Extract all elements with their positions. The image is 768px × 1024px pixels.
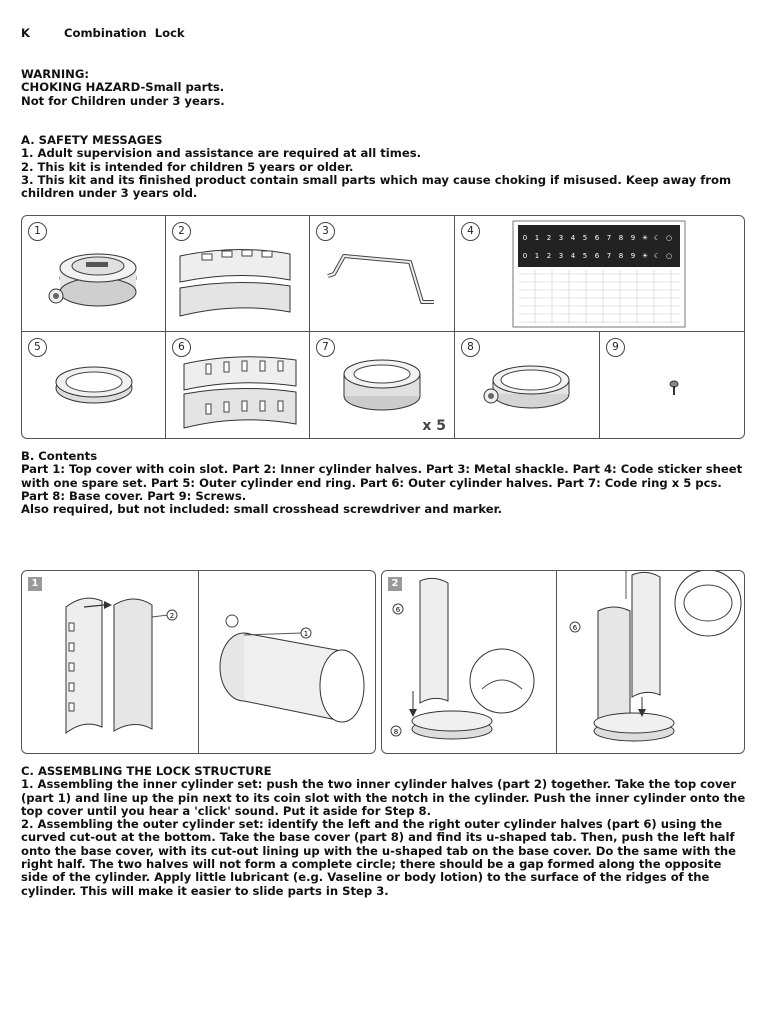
assembly-line: (part 1) and line up the pin next to its coin slot with the notch in the cylinder. Push the inner cylinder onto the [21, 790, 746, 805]
sticker-glyph: 6 [594, 234, 600, 242]
warning-block [21, 68, 751, 108]
base-cover-illustration [455, 332, 600, 438]
safety-line: 3. This kit and its finished product contain small parts which may cause choking if misused. Keep away from [21, 172, 732, 187]
sticker-glyph: ☾ [653, 234, 661, 242]
contents-line: Part 1: Top cover with coin slot. Part 2: Inner cylinder halves. Part 3: Metal shackle. Part 4: Code sticker sheet [21, 462, 743, 477]
header-letter: K [21, 26, 30, 40]
part-number: 7 [316, 338, 335, 357]
callout-label: 6 [572, 624, 578, 632]
part-number: 8 [461, 338, 480, 357]
sticker-glyph: ☾ [653, 252, 661, 260]
sticker-glyph: 0 [522, 234, 528, 242]
callout-label: 2 [169, 612, 175, 620]
part-cell-8 [455, 332, 600, 438]
sticker-glyph: 2 [546, 234, 552, 242]
contents-line: Part 8: Base cover. Part 9: Screws. [21, 488, 247, 503]
step-badge: 2 [388, 577, 402, 591]
sticker-glyph: 1 [534, 252, 540, 260]
sticker-glyph: 3 [558, 234, 564, 242]
assembly-heading: C. ASSEMBLING THE LOCK STRUCTURE [21, 764, 272, 778]
assembly-line: 1. Assembling the inner cylinder set: push the two inner cylinder halves (part 2) together. Take the top cover [21, 777, 737, 792]
assembly-line: side of the cylinder. Apply little lubricant (e.g. Vaseline or body lotion) to the surface of the ridges of the [21, 870, 710, 885]
warning-line: CHOKING HAZARD-Small parts. [21, 80, 225, 95]
screw-illustration [600, 332, 744, 438]
part-number: 6 [172, 338, 191, 357]
part-number: 5 [28, 338, 47, 357]
part-number: 1 [28, 222, 47, 241]
sticker-glyph: 3 [558, 252, 564, 260]
sticker-glyph: 2 [546, 252, 552, 260]
sticker-glyph: ○ [665, 234, 673, 242]
code-sticker-sheet-illustration [455, 216, 744, 332]
outer-end-ring-illustration [22, 332, 166, 438]
step-2-panel [381, 570, 745, 754]
outer-cylinder-illustration [166, 332, 310, 438]
quantity-label: x 5 [422, 418, 446, 434]
sticker-glyph: 8 [618, 234, 624, 242]
sticker-glyph: 6 [594, 252, 600, 260]
sticker-glyph: 0 [522, 252, 528, 260]
assembly-line: cylinder. This will make it easier to slide parts in Step 3. [21, 883, 389, 898]
callout-label: 1 [303, 630, 309, 638]
contents-heading: B. Contents [21, 449, 98, 463]
sticker-glyph: ☀ [641, 252, 649, 260]
safety-line: 1. Adult supervision and assistance are required at all times. [21, 146, 422, 161]
part-cell-9 [600, 332, 744, 438]
sticker-glyph: 4 [570, 252, 576, 260]
part-cell-2 [166, 216, 310, 332]
part-cell-3 [310, 216, 455, 332]
sticker-glyph: 7 [606, 234, 612, 242]
callout-label: 6 [395, 606, 401, 614]
part-cell-6 [166, 332, 310, 438]
sticker-glyph: 5 [582, 234, 588, 242]
assembly-block [21, 765, 751, 898]
part-number: 9 [606, 338, 625, 357]
header-title: Combination Lock [64, 26, 185, 40]
safety-line: 2. This kit is intended for children 5 years or older. [21, 159, 354, 174]
sticker-glyph: 7 [606, 252, 612, 260]
warning-line: Not for Children under 3 years. [21, 93, 225, 108]
part-cell-4 [455, 216, 744, 332]
step-1-panel [21, 570, 376, 754]
top-cover-illustration [22, 216, 166, 332]
sticker-glyph: ○ [665, 252, 673, 260]
callout-label: 8 [393, 728, 399, 736]
step-2-illustration [382, 571, 744, 753]
step-1-illustration [22, 571, 375, 753]
sticker-glyph: 4 [570, 234, 576, 242]
part-number: 3 [316, 222, 335, 241]
safety-block [21, 134, 751, 200]
safety-line: children under 3 years old. [21, 186, 198, 201]
contents-line: Also required, but not included: small crosshead screwdriver and marker. [21, 502, 503, 517]
part-cell-5 [22, 332, 166, 438]
contents-block [21, 450, 751, 516]
assembly-line: curved cut-out at the bottom. Take the base cover (part 8) and find its u-shaped tab. Then, push the left half [21, 830, 735, 845]
sticker-glyph: 9 [630, 252, 636, 260]
part-number: 2 [172, 222, 191, 241]
step-badge: 1 [28, 577, 42, 591]
assembly-line: 2. Assembling the outer cylinder set: identify the left and the right outer cylinder halves (part 6) using the [21, 817, 723, 832]
part-cell-7 [310, 332, 455, 438]
assembly-line: right half. The two halves will not form a complete circle; there should be a gap formed along the opposite [21, 857, 722, 872]
metal-shackle-illustration [310, 216, 455, 332]
sticker-glyph: 8 [618, 252, 624, 260]
part-cell-1 [22, 216, 166, 332]
sticker-glyph: 5 [582, 252, 588, 260]
inner-cylinder-illustration [166, 216, 310, 332]
warning-line: WARNING: [21, 67, 90, 81]
assembly-line: top cover until you hear a 'click' sound. Put it aside for Step 8. [21, 803, 432, 818]
parts-grid [21, 215, 745, 439]
sticker-glyph: 1 [534, 234, 540, 242]
safety-heading: A. SAFETY MESSAGES [21, 133, 163, 147]
sticker-glyph: ☀ [641, 234, 649, 242]
contents-line: with one spare set. Part 5: Outer cylinder end ring. Part 6: Outer cylinder halves. Part 7: Code ring x 5 pcs. [21, 475, 722, 490]
sticker-glyph: 9 [630, 234, 636, 242]
part-number: 4 [461, 222, 480, 241]
assembly-line: onto the base cover, with its cut-out lining up with the u-shaped tab on the base cover. Do the same with the [21, 843, 736, 858]
